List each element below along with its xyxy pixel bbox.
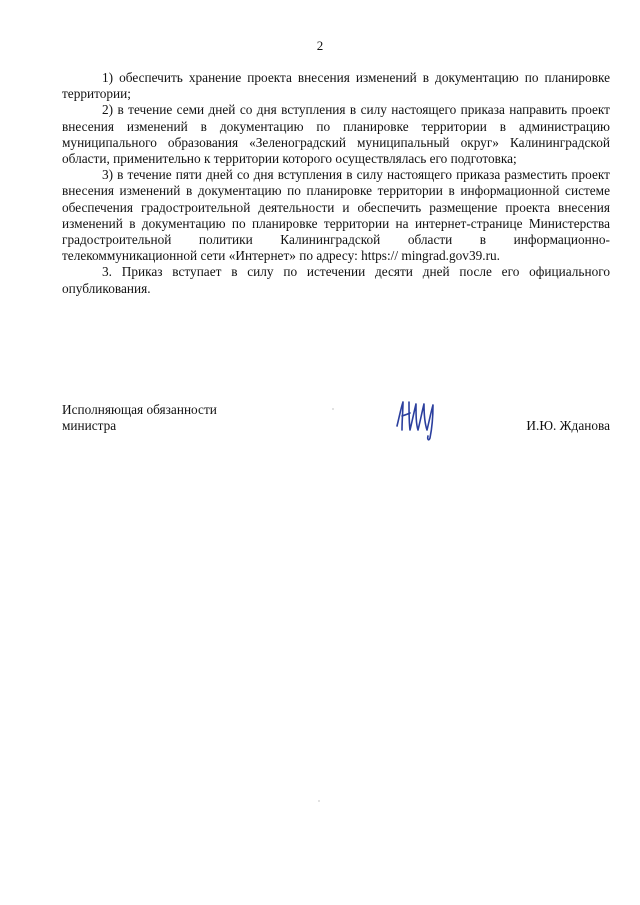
- signatory-position-line-1: Исполняющая обязанности: [62, 402, 217, 417]
- paragraph-clause-3: 3. Приказ вступает в силу по истечении десяти дней после его официального опубликования.: [62, 264, 610, 296]
- signatory-position-line-2: министра: [62, 418, 117, 434]
- signatory-position: [62, 402, 217, 434]
- signatory-name: И.Ю. Жданова: [526, 418, 610, 433]
- page-number: 2: [316, 38, 324, 53]
- scan-speck: [332, 408, 334, 410]
- paragraph-item-3: 3) в течение пяти дней со дня вступления в силу настоящего приказа разместить проект внесения изменений в документацию по планировке территории в информационной системе обеспечения градостроительной деятельности и обеспечить размещение проекта внесения изменений в документацию по планировке территории на интернет-странице Министерства градостроительной политики Калининградской области в информационно-телекоммуникационной сети «Интернет» по адресу: https:// mingrad.gov39.ru.: [62, 167, 610, 264]
- signature-block: [62, 402, 610, 452]
- paragraph-item-2: 2) в течение семи дней со дня вступления в силу настоящего приказа направить проект внесения изменений в документацию по планировке территории в администрацию муниципального образования «Зеленоградский муниципальный округ» Калининградской области, применительно к территории которого осуществлялась его подготовка;: [62, 102, 610, 167]
- handwritten-signature: [394, 396, 446, 442]
- document-body: [62, 70, 610, 297]
- paragraph-item-1: 1) обеспечить хранение проекта внесения изменений в документацию по планировке территории;: [62, 70, 610, 102]
- scan-speck: [318, 800, 320, 802]
